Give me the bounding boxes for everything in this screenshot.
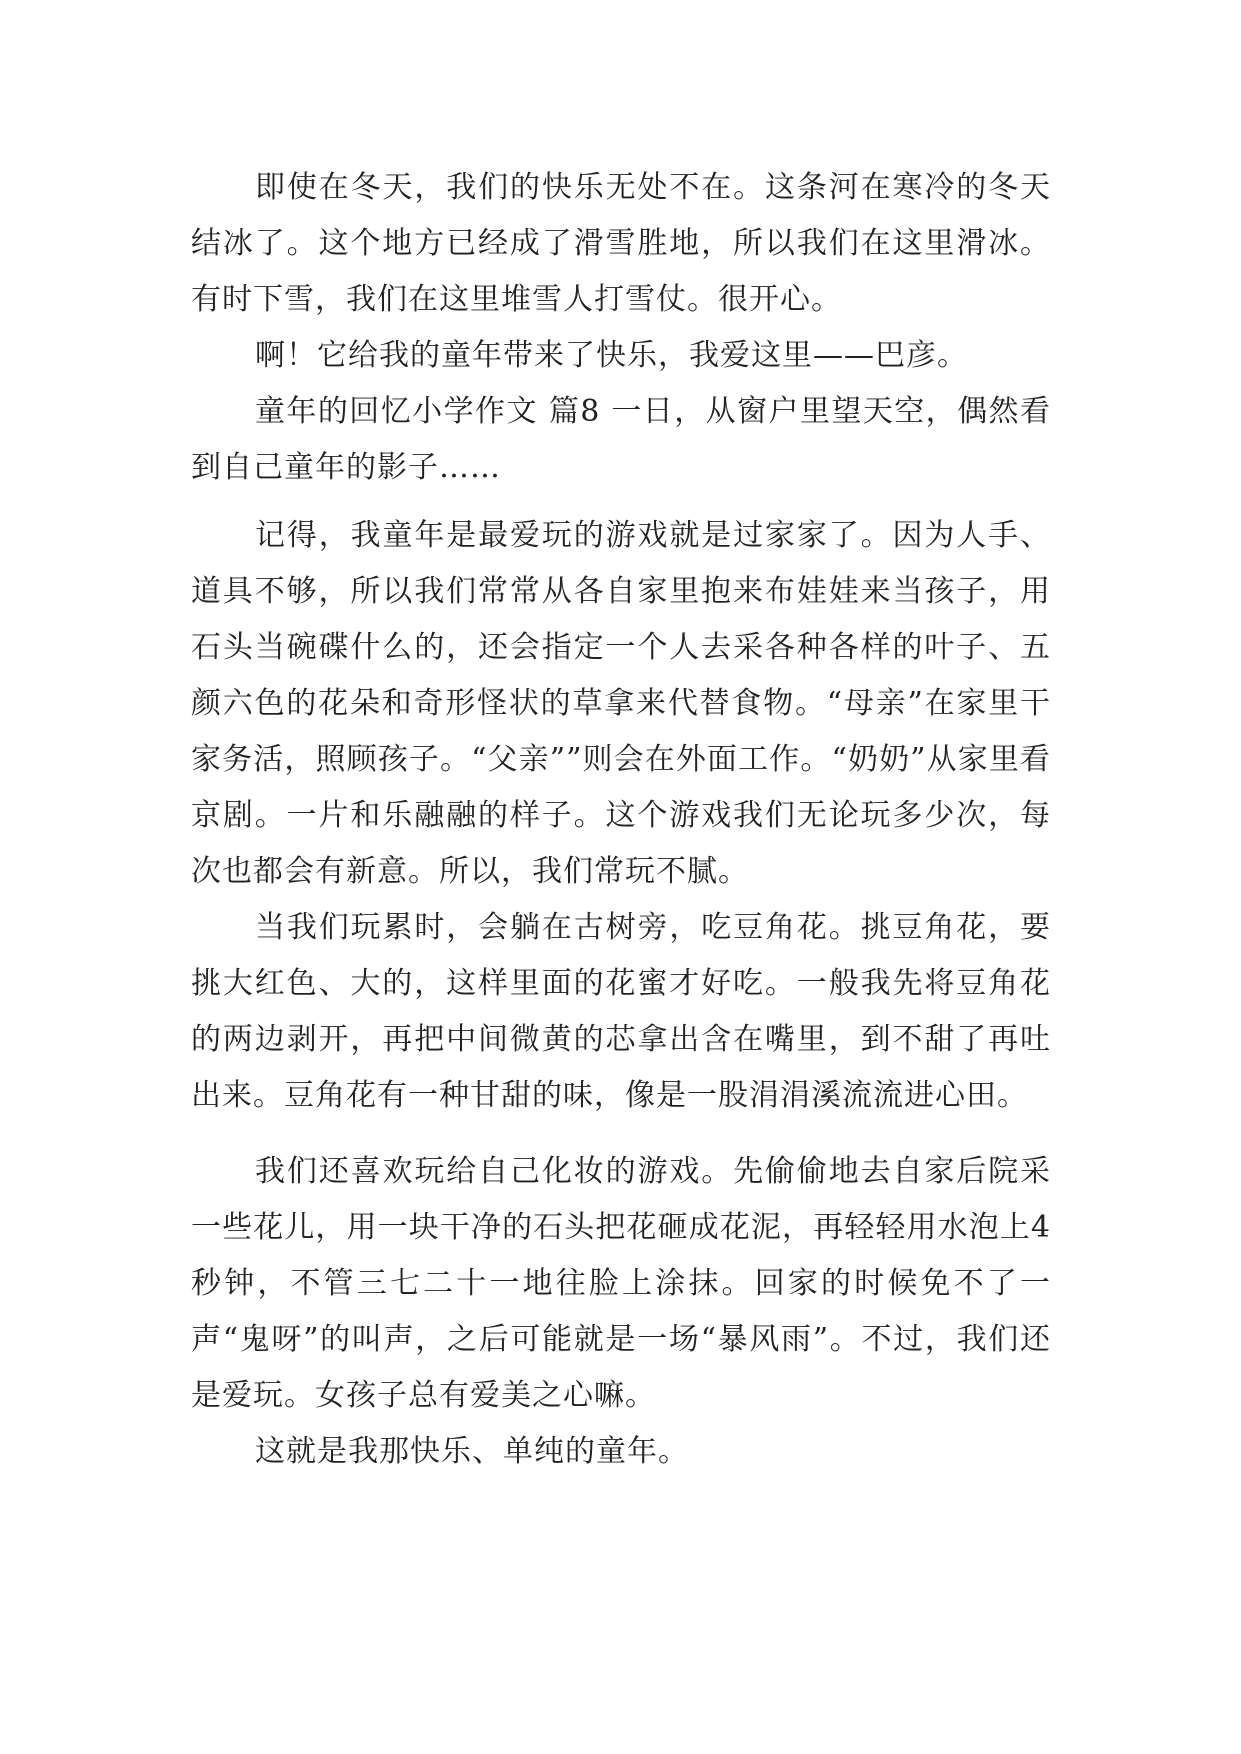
paragraph-winter: 即使在冬天，我们的快乐无处不在。这条河在寒冷的冬天结冰了。这个地方已经成了滑雪胜地，所以我们在这里滑冰。有时下雪，我们在这里堆雪人打雪仗。很开心。 (191, 170, 1051, 317)
paragraph-exclamation: 啊！它给我的童年带来了快乐，我爱这里——巴彦。 (255, 338, 968, 373)
paragraph-bean-flower: 当我们玩累时，会躺在古树旁，吃豆角花。挑豆角花，要挑大红色、大的，这样里面的花蜜才好吃。一般我先将豆角花的两边剥开，再把中间微黄的芯拿出含在嘴里，到不甜了再吐出来。豆角花有一种甘甜的味，像是一股涓涓溪流流进心田。 (191, 910, 1051, 1113)
paragraph-house-game: 记得，我童年是最爱玩的游戏就是过家家了。因为人手、道具不够，所以我们常常从各自家里抱来布娃娃来当孩子，用石头当碗碟什么的，还会指定一个人去采各种各样的叶子、五颜六色的花朵和奇形怪状的草拿来代替食物。“母亲”在家里干家务活，照顾孩子。“父亲””则会在外面工作。“奶奶”从家里看京剧。一片和乐融融的样子。这个游戏我们无论玩多少次，每次也都会有新意。所以，我们常玩不腻。 (191, 518, 1051, 889)
paragraph-conclusion: 这就是我那快乐、单纯的童年。 (255, 1434, 689, 1469)
paragraph-makeup-game: 我们还喜欢玩给自己化妆的游戏。先偷偷地去自家后院采一些花儿，用一块干净的石头把花砸成花泥，再轻轻用水泡上4秒钟，不管三七二十一地往脸上涂抹。回家的时候免不了一声“鬼呀”的叫声，之后可能就是一场“暴风雨”。不过，我们还是爱玩。女孩子总有爱美之心嘛。 (191, 1154, 1051, 1413)
document-body (191, 160, 1051, 1480)
paragraph-essay-heading: 童年的回忆小学作文 篇8 一日，从窗户里望天空，偶然看到自己童年的影子…… (191, 394, 1051, 485)
